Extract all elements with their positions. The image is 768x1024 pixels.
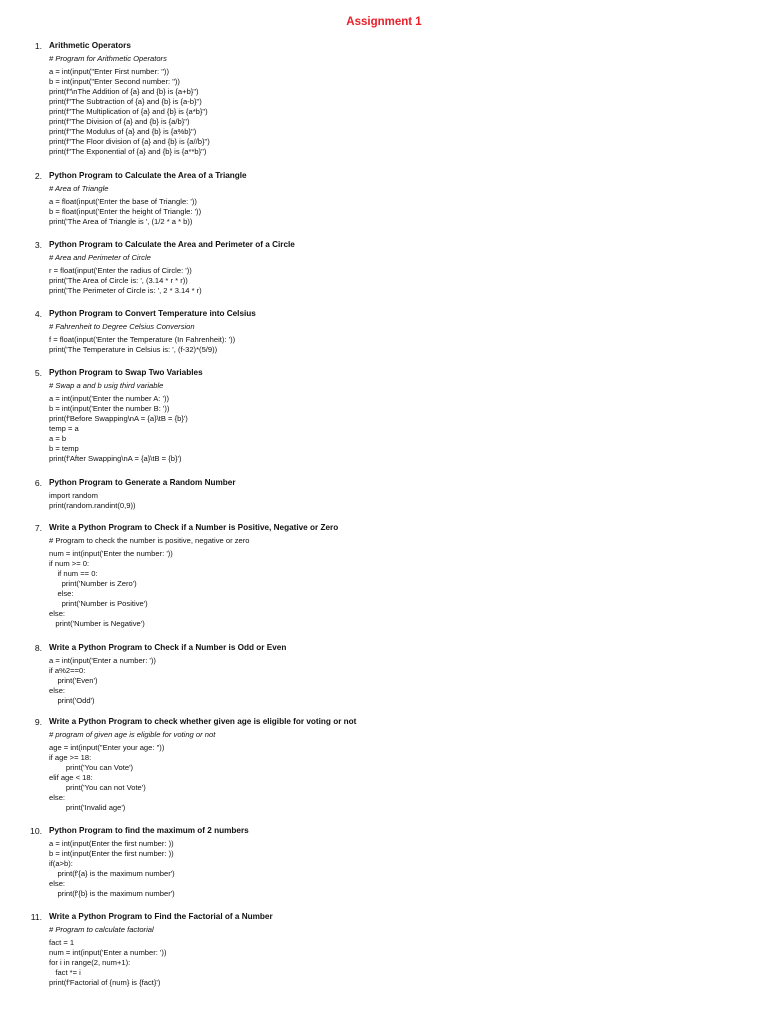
code-line: if age >= 18: — [49, 753, 92, 762]
item-number: 9. — [34, 717, 42, 727]
code-line: a = int(input("Enter First number: ")) — [49, 67, 169, 76]
code-line: print('Number is Positive') — [49, 599, 148, 608]
item-number: 5. — [34, 368, 42, 378]
code-comment: # Fahrenheit to Degree Celsius Conversion — [49, 322, 195, 331]
code-line: b = int(input(Enter the first number: )) — [49, 849, 174, 858]
code-line: if num == 0: — [49, 569, 98, 578]
code-block — [49, 184, 201, 227]
code-line: num = int(input('Enter the number: ')) — [49, 549, 173, 558]
code-line: print('The Perimeter of Circle is: ', 2 * 3.14 * r) — [49, 286, 202, 295]
assignment-heading — [0, 170, 740, 182]
assignment-heading — [0, 825, 740, 837]
code-block — [49, 839, 175, 899]
code-line: num = int(input('Enter a number: ')) — [49, 948, 167, 957]
code-line: print(f'Factorial of {num} is {fact}') — [49, 978, 161, 987]
assignment-heading — [0, 911, 740, 923]
code-line: a = int(input('Enter the number A: ')) — [49, 394, 170, 403]
code-line: fact *= i — [49, 968, 81, 977]
assignment-heading — [0, 522, 740, 534]
code-line: b = int(input("Enter Second number: ")) — [49, 77, 180, 86]
item-number: 1. — [34, 41, 42, 51]
code-line: if num >= 0: — [49, 559, 90, 568]
code-line: else: — [49, 609, 66, 618]
code-line: print('Odd') — [49, 696, 95, 705]
code-line: print(f'Before Swapping\nA = {a}\tB = {b}') — [49, 414, 188, 423]
code-comment: # program of given age is eligible for voting or not — [49, 730, 216, 739]
assignment-heading — [0, 642, 740, 654]
code-line: print(random.randint(0,9)) — [49, 501, 136, 510]
code-line: a = int(input(Enter the first number: )) — [49, 839, 174, 848]
assignment-heading — [0, 308, 740, 320]
code-line: print('Invalid age') — [49, 803, 126, 812]
code-block — [49, 381, 188, 464]
code-line: print(f"The Floor division of {a} and {b} is {a//b}") — [49, 137, 210, 146]
item-number: 4. — [34, 309, 42, 319]
code-block — [49, 656, 156, 706]
assignment-heading — [0, 239, 740, 251]
assignment-heading — [0, 477, 740, 489]
assignment-heading — [0, 40, 740, 52]
code-line: a = float(input('Enter the base of Triangle: ')) — [49, 197, 197, 206]
code-line: print(f"The Division of {a} and {b} is {a/b}") — [49, 117, 190, 126]
item-heading-text: Python Program to find the maximum of 2 numbers — [49, 826, 249, 835]
code-line: print(f"\nThe Addition of {a} and {b} is {a+b}") — [49, 87, 199, 96]
item-number: 7. — [34, 523, 42, 533]
code-line: print('Number is Zero') — [49, 579, 137, 588]
code-comment: # Swap a and b usig third variable — [49, 381, 164, 390]
assignment-heading — [0, 716, 740, 728]
item-number: 3. — [34, 240, 42, 250]
code-comment: # Area of Triangle — [49, 184, 109, 193]
item-number: 6. — [34, 478, 42, 488]
item-number: 11. — [30, 912, 42, 922]
item-heading-text: Write a Python Program to Find the Factorial of a Number — [49, 912, 273, 921]
code-line: a = b — [49, 434, 67, 443]
item-heading-text: Write a Python Program to check whether given age is eligible for voting or not — [49, 717, 357, 726]
code-line: b = temp — [49, 444, 79, 453]
item-number: 2. — [34, 171, 42, 181]
code-line: print('You can not Vote') — [49, 783, 146, 792]
code-line: import random — [49, 491, 98, 500]
code-line: print(f"The Subtraction of {a} and {b} is {a-b}") — [49, 97, 202, 106]
assignment-heading — [0, 367, 740, 379]
item-heading-text: Write a Python Program to Check if a Number is Positive, Negative or Zero — [49, 523, 339, 532]
code-block — [49, 491, 136, 511]
code-line: print('The Area of Triangle is ', (1/2 * a * b)) — [49, 217, 193, 226]
code-line: temp = a — [49, 424, 79, 433]
item-heading-text: Python Program to Convert Temperature into Celsius — [49, 309, 256, 318]
code-line: else: — [49, 879, 66, 888]
code-line: b = float(input('Enter the height of Triangle: ')) — [49, 207, 202, 216]
code-line: for i in range(2, num+1): — [49, 958, 131, 967]
code-comment: # Program for Arithmetic Operators — [49, 54, 167, 63]
code-block — [49, 730, 215, 813]
code-line: print(f'{a} is the maximum number') — [49, 869, 175, 878]
code-block — [49, 322, 235, 355]
code-block — [49, 54, 210, 157]
code-block — [49, 925, 167, 988]
code-line: fact = 1 — [49, 938, 75, 947]
code-comment: # Area and Perimeter of Circle — [49, 253, 151, 262]
code-line: print('You can Vote') — [49, 763, 134, 772]
code-line: age = int(input("Enter your age: ")) — [49, 743, 165, 752]
code-line: print(f"The Exponential of {a} and {b} is {a**b}") — [49, 147, 207, 156]
code-line: r = float(input('Enter the radius of Circle: ')) — [49, 266, 192, 275]
code-comment: # Program to calculate factorial — [49, 925, 154, 934]
code-line: else: — [49, 686, 66, 695]
code-block — [49, 536, 250, 629]
code-line: print('The Area of Circle is: ', (3.14 * r * r)) — [49, 276, 188, 285]
code-line: if(a>b): — [49, 859, 73, 868]
code-line: print('Even') — [49, 676, 98, 685]
item-heading-text: Python Program to Calculate the Area and Perimeter of a Circle — [49, 240, 295, 249]
item-heading-text: Write a Python Program to Check if a Number is Odd or Even — [49, 643, 287, 652]
code-line: # Program to check the number is positive, negative or zero — [49, 536, 250, 545]
code-line: else: — [49, 589, 74, 598]
code-line: print(f'After Swapping\nA = {a}\tB = {b}') — [49, 454, 182, 463]
item-heading-text: Python Program to Calculate the Area of a Triangle — [49, 171, 247, 180]
code-line: print(f"The Modulus of {a} and {b} is {a%b}") — [49, 127, 197, 136]
code-line: else: — [49, 793, 66, 802]
item-heading-text: Python Program to Swap Two Variables — [49, 368, 203, 377]
code-line: print('Number is Negative') — [49, 619, 145, 628]
item-number: 10. — [30, 826, 42, 836]
item-number: 8. — [34, 643, 42, 653]
code-line: b = int(input('Enter the number B: ')) — [49, 404, 170, 413]
item-heading-text: Arithmetic Operators — [49, 41, 131, 50]
code-line: print('The Temperature in Celsius is: ', (f-32)*(5/9)) — [49, 345, 218, 354]
code-line: print(f"The Multiplication of {a} and {b} is {a*b}") — [49, 107, 208, 116]
code-line: f = float(input('Enter the Temperature (In Fahrenheit): ')) — [49, 335, 236, 344]
item-heading-text: Python Program to Generate a Random Number — [49, 478, 236, 487]
code-line: print(f'{b} is the maximum number') — [49, 889, 175, 898]
code-line: a = int(input('Enter a number: ')) — [49, 656, 156, 665]
code-block — [49, 253, 202, 296]
code-line: elif age < 18: — [49, 773, 93, 782]
code-line: if a%2==0: — [49, 666, 86, 675]
document-title: Assignment 1 — [346, 16, 422, 28]
